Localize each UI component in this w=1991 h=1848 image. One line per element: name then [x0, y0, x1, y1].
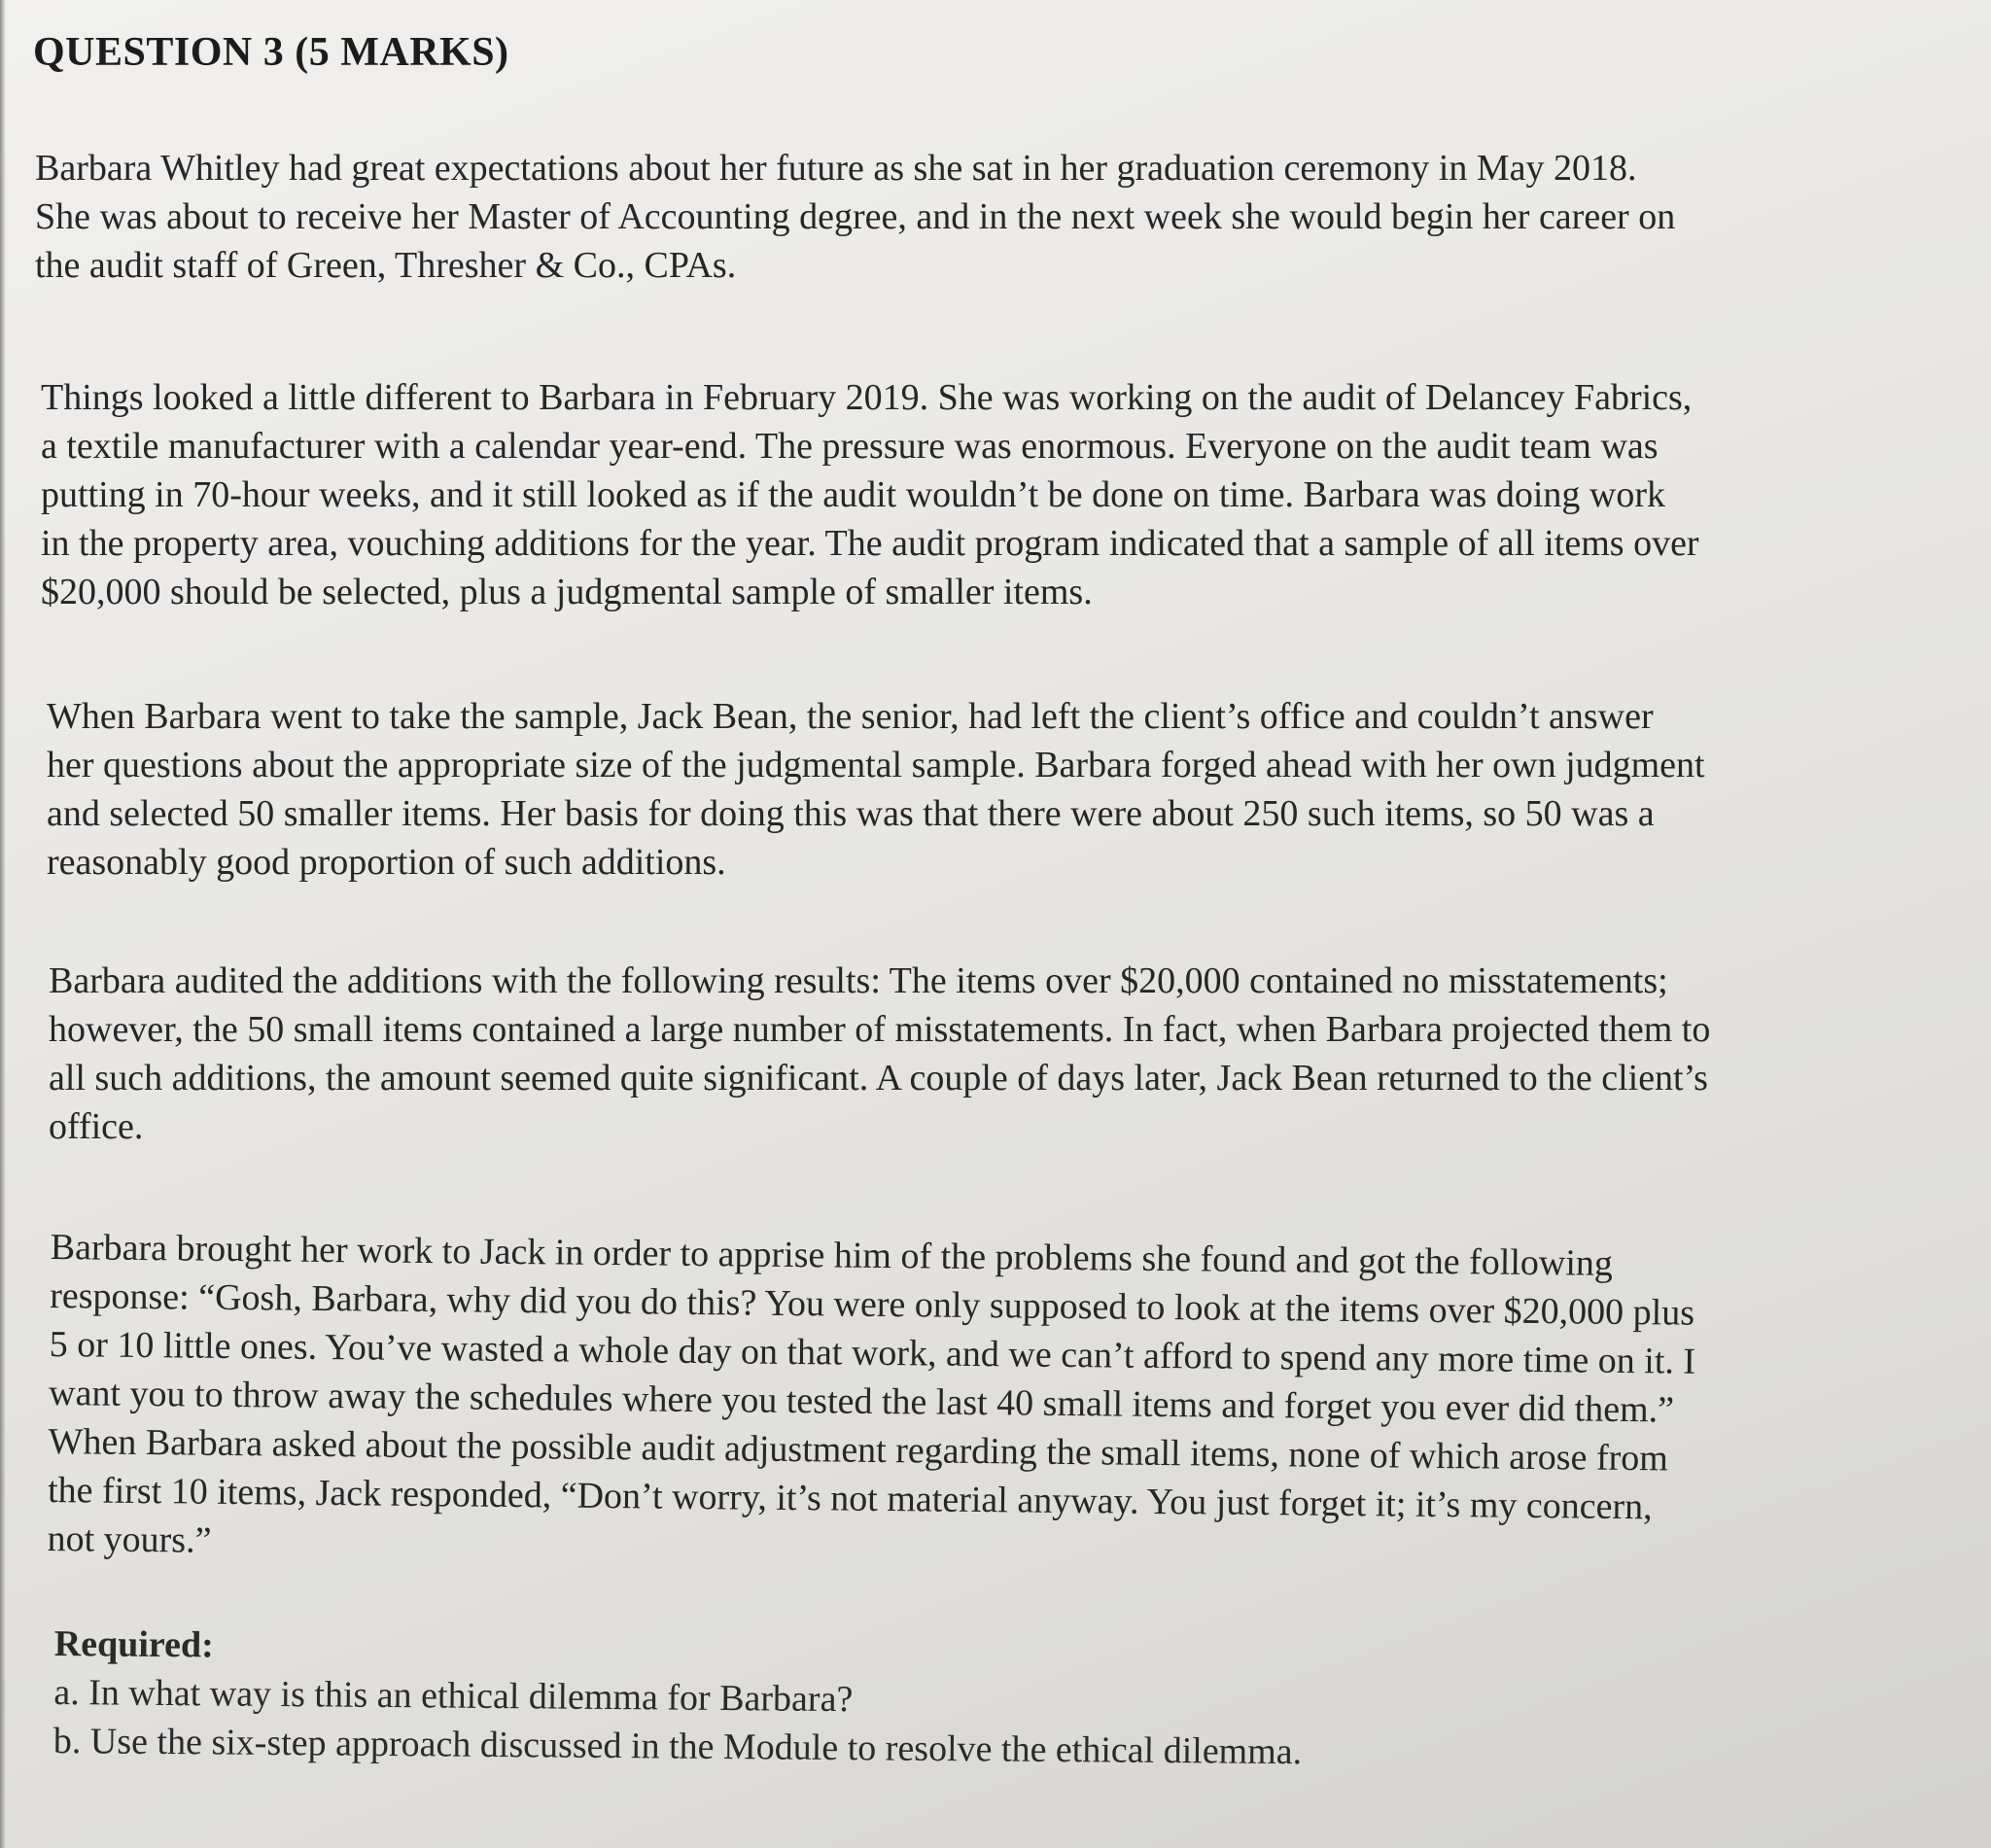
question-title: QUESTION 3 (5 MARKS) — [33, 30, 509, 75]
text-line: not yours.” — [47, 1517, 212, 1561]
text-line: She was about to receive her Master of Accounting degree, and in the next week she would begin her career on — [35, 196, 1676, 237]
text-line: the audit staff of Green, Thresher & Co., CPAs. — [35, 245, 737, 286]
page-edge-shadow — [0, 0, 6, 1848]
text-line: reasonably good proportion of such additions. — [47, 842, 726, 883]
text-line: 5 or 10 little ones. You’ve wasted a whole day on that work, and we can’t afford to spend any more time on it. I — [49, 1323, 1696, 1382]
text-line: Things looked a little different to Barbara in February 2019. She was working on the audit of Delancey Fabrics, — [41, 377, 1693, 418]
paragraph-audit-results — [49, 957, 1710, 1151]
text-line: the first 10 items, Jack responded, “Don’t worry, it’s not material anyway. You just forget it; it’s my concern, — [47, 1469, 1653, 1528]
text-line: When Barbara asked about the possible audit adjustment regarding the small items, none of which arose from — [48, 1420, 1669, 1480]
text-line: putting in 70-hour weeks, and it still looked as if the audit wouldn’t be done on time. Barbara was doing work — [41, 474, 1665, 515]
text-line: however, the 50 small items contained a large number of misstatements. In fact, when Barbara projected them to — [49, 1009, 1711, 1050]
text-line: want you to throw away the schedules where you tested the last 40 small items and forget you ever did them.” — [48, 1372, 1675, 1431]
text-line: $20,000 should be selected, plus a judgmental sample of smaller items. — [41, 572, 1093, 612]
required-item-b: b. Use the six-step approach discussed in the Module to resolve the ethical dilemma. — [52, 1720, 1303, 1773]
paragraph-intro — [35, 144, 1675, 290]
paragraph-jack-response — [47, 1223, 1696, 1581]
text-line: a textile manufacturer with a calendar year-end. The pressure was enormous. Everyone on the audit team was — [41, 426, 1659, 467]
text-line: all such additions, the amount seemed quite significant. A couple of days later, Jack Bean returned to the client’s — [49, 1058, 1708, 1098]
paragraph-sample-selection — [47, 692, 1705, 887]
text-line: Barbara audited the additions with the following results: The items over $20,000 contained no misstatements; — [49, 960, 1668, 1001]
text-line: response: “Gosh, Barbara, why did you do this? You were only supposed to look at the items over $20,000 plus — [49, 1274, 1695, 1334]
text-line: in the property area, vouching additions for the year. The audit program indicated that a sample of all items over — [41, 523, 1699, 564]
required-heading: Required: — [53, 1622, 214, 1666]
text-line: and selected 50 smaller items. Her basis for doing this was that there were about 250 such items, so 50 was a — [47, 793, 1655, 834]
text-line: her questions about the appropriate size of the judgmental sample. Barbara forged ahead with her own judgment — [47, 745, 1705, 785]
paragraph-audit-context — [41, 373, 1699, 616]
required-section — [53, 1620, 1304, 1776]
text-line: office. — [49, 1106, 144, 1147]
text-line: When Barbara went to take the sample, Jack Bean, the senior, had left the client’s office and couldn’t answer — [47, 696, 1654, 737]
text-line: Barbara brought her work to Jack in order to apprise him of the problems she found and got the following — [50, 1226, 1614, 1284]
required-item-a: a. In what way is this an ethical dilemma for Barbara? — [53, 1671, 854, 1721]
text-line: Barbara Whitley had great expectations about her future as she sat in her graduation ceremony in May 2018. — [35, 148, 1637, 189]
